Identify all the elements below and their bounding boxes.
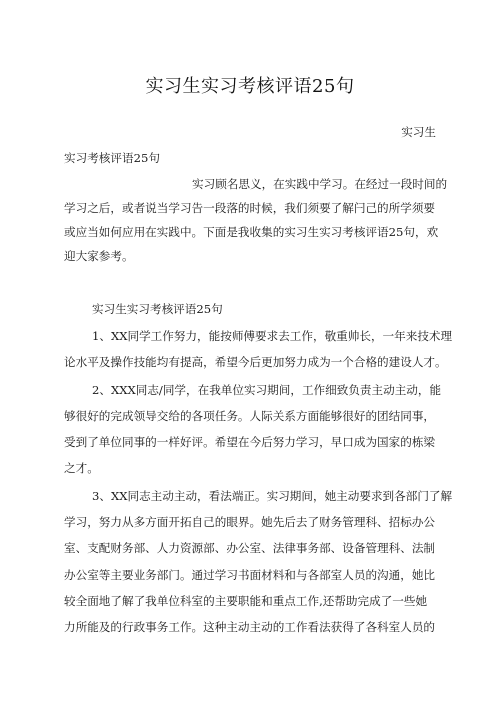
section-heading: 实习生实习考核评语25句 <box>92 302 223 316</box>
text-line: 够很好的完成领导交给的各项任务。人际关系方面能够很好的团结同事， <box>64 409 436 423</box>
text-line: 3、XX同志主动主动，看法端正。实习期间，她主动要求到各部门了解 <box>92 489 453 503</box>
text-line: 实习顾名思义，在实践中学习。在经过一段时间的 <box>192 177 448 191</box>
text-line: 办公室等主要业务部门。通过学习书面材料和与各部室人员的沟通，她比 <box>64 568 436 582</box>
text-line: 室、支配财务部、人力资源部、办公室、法律事务部、设备管理科、法制 <box>64 541 436 555</box>
text-line: 1、XX同学工作努力，能按师傅要求去工作，敬重帅长，一年来技术理 <box>92 329 453 343</box>
text-line: 论水平及操作技能均有提高，希望今后更加努力成为一个合格的建设人才。 <box>64 355 447 369</box>
document-title: 实习生实习考核评语25句 <box>145 76 355 97</box>
text-line: 力所能及的行政事务工作。这种主动主动的工作看法获得了各科室人员的 <box>64 620 436 634</box>
text-line: 学习之后，或者说当学习告一段落的时候，我们须要了解闩己的所学须要 <box>64 201 436 215</box>
text-line: 迎大家参考。 <box>64 249 134 263</box>
text-line: 之才。 <box>64 461 99 475</box>
text-line: 学习，努力从多方面开拓自己的眼界。她先后去了财务管理科、招标办公 <box>64 515 436 529</box>
text-line: 2、XXX同志/同学，在我单位实习期间，工作细致负责主动主动，能 <box>92 383 442 397</box>
text-line: 或应当如何应用在实践中。下面是我收集的实习生实习考核评语25句，欢 <box>64 225 439 239</box>
text-line: 较全面地了解了我单位科室的主要职能和重点工作,还帮助完成了一些她 <box>64 594 428 608</box>
text-line: 实习考核评语25句 <box>64 151 160 165</box>
text-line: 实习生 <box>401 125 436 139</box>
text-line: 受到了单位同事的一样好评。希望在今后努力学习，早口成为国家的栋梁 <box>64 435 436 449</box>
